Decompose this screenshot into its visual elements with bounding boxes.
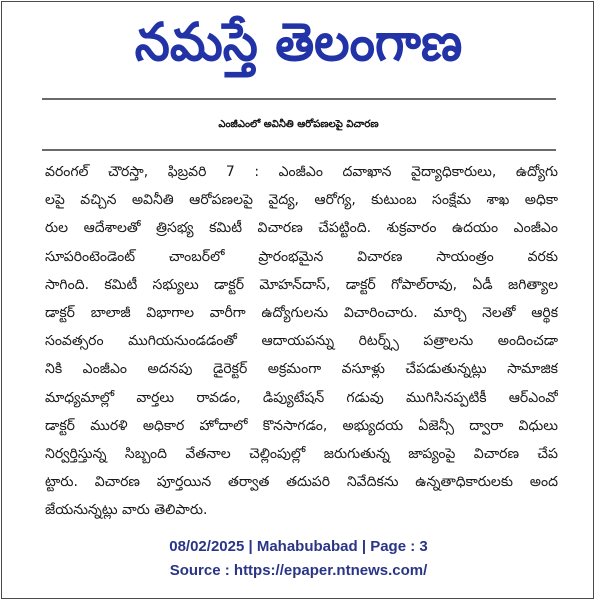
- article-line: లపై వచ్చిన అవినీతి ఆరోపణలపై వైద్య, ఆరోగ్య, కుటుంబ సంక్షేమ శాఖ అధికా: [45, 192, 558, 209]
- article-line: నికి ఎంజీఎం అదనపు డైరెక్టర్ అక్రమంగా వసూళ్లు చేపడుతున్నట్లు సామాజిక: [45, 361, 558, 378]
- article-line: డాక్టర్ మురళి అధికార హోదాలో కొనసాగడం, అభ్యుదయ ఏజెన్సీ ద్వారా విధులు: [45, 417, 558, 434]
- article-line: రుల ఆదేశాలతో త్రిసభ్య కమిటీ విచారణ చేపట్టింది. శుక్రవారం ఉదయం ఎంజీఎం: [45, 220, 558, 237]
- article-line: సంవత్సరం ముగియనుండడంతో ఆదాయపన్ను రిటర్న్స్ పత్రాలను అందించడా: [45, 333, 558, 350]
- headline-top-rule: [42, 98, 556, 100]
- article-line: మాధ్యమాల్లో వార్తలు రావడం, డిప్యుటేషన్ గడువు ముగిసినప్పటికీ ఆర్ఎంవో: [45, 389, 558, 406]
- source-link[interactable]: Source : https://epaper.ntnews.com/: [169, 562, 428, 579]
- newspaper-masthead: [0, 6, 597, 78]
- article-body: [45, 158, 558, 524]
- article-headline: ఎంజీఎంలో అవినీతి ఆరోపణలపై విచారణ: [218, 119, 379, 130]
- article-line: నిర్వర్తిస్తున్న సిబ్బంది వేతనాల చెల్లింపుల్లో జరుగుతున్న జాప్యంపై విచారణ చేప: [45, 445, 558, 462]
- article-line: డాక్టర్ బాలాజీ విభాగాల వారీగా ఉద్యోగులను విచారించారు. మార్చి నెలతో ఆర్థిక: [45, 304, 558, 321]
- headline-bottom-rule: [42, 149, 556, 151]
- article-line: ట్టారు. విచారణ పూర్తయిన తర్వాత తదుపరి నివేదికను ఉన్నతాధికారులకు అంద: [45, 474, 558, 491]
- article-line: జేయనున్నట్లు వారు తెలిపారు.: [45, 502, 208, 519]
- masthead-logo: నమస్తే తెలంగాణ: [134, 11, 463, 73]
- article-line: సూపరింటెండెంట్ చాంబర్‌లో ప్రారంభమైన విచారణ సాయంత్రం వరకు: [45, 248, 558, 265]
- article-line: సాగింది. కమిటీ సభ్యులు డాక్టర్ మోహన్‌దాస్, డాక్టర్ గోపాల్‌రావు, ఏడీ జగిత్యాల: [45, 276, 558, 293]
- article-line: వరంగల్ చౌరస్తా, ఫిబ్రవరి 7 : ఎంజీఎం దవాఖాన వైద్యాధికారులు, ఉద్యోగు: [45, 164, 558, 180]
- edition-info: 08/02/2025 | Mahabubabad | Page : 3: [169, 538, 428, 555]
